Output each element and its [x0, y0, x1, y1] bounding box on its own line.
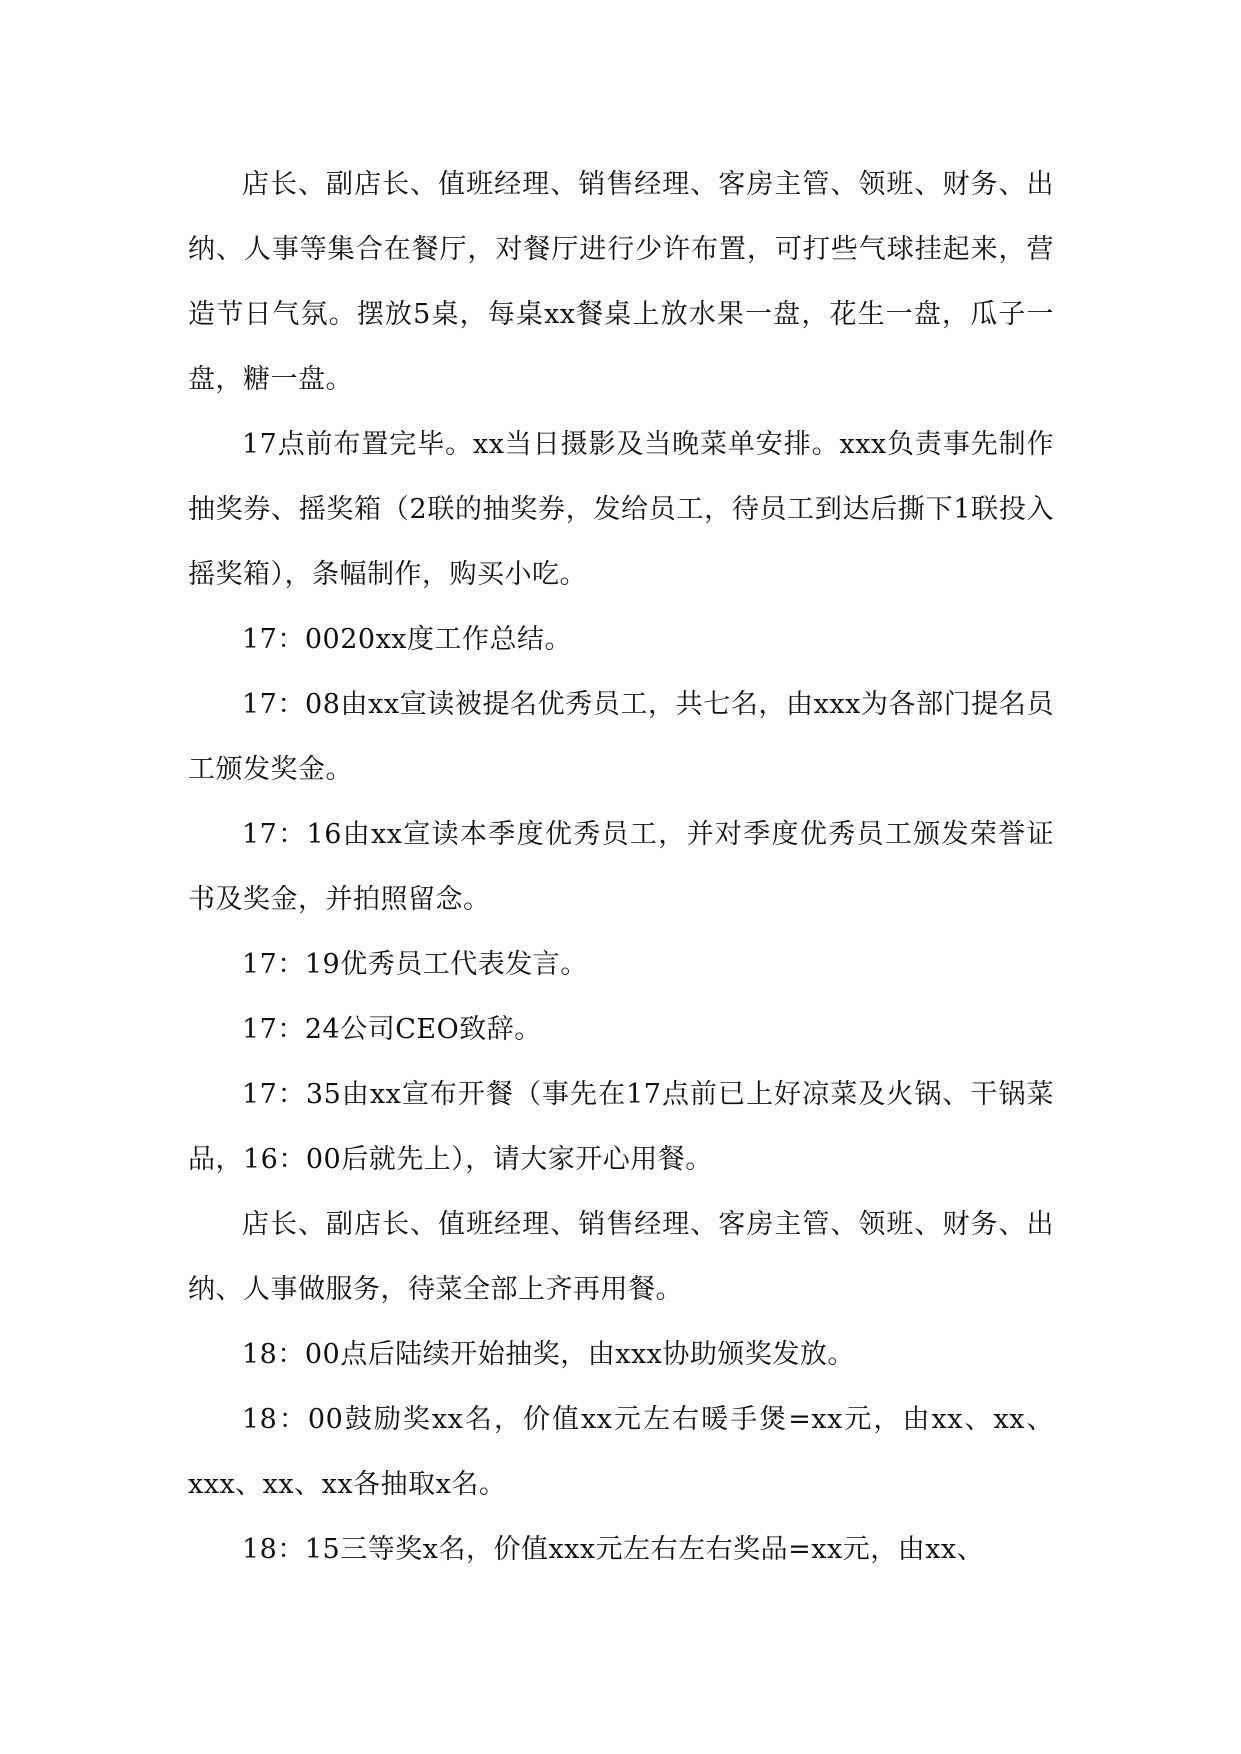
paragraph: 17点前布置完毕。xx当日摄影及当晚菜单安排。xxx负责事先制作抽奖券、摇奖箱（2联的抽奖券，发给员工，待员工到达后撕下1联投入摇奖箱），条幅制作，购买小吃。 — [188, 429, 1054, 590]
document-page — [188, 152, 1054, 1582]
paragraph: 18：15三等奖x名，价值xxx元左右左右奖品=xx元，由xx、 — [242, 1534, 985, 1565]
paragraph: 店长、副店长、值班经理、销售经理、客房主管、领班、财务、出纳、人事等集合在餐厅，对餐厅进行少许布置，可打些气球挂起来，营造节日气氛。摆放5桌，每桌xx餐桌上放水果一盘，花生一盘，瓜子一盘，糖一盘。 — [188, 169, 1054, 395]
paragraph: 17：35由xx宣布开餐（事先在17点前已上好凉菜及火锅、干锅菜品，16：00后就先上），请大家开心用餐。 — [188, 1079, 1054, 1175]
paragraph: 18：00鼓励奖xx名，价值xx元左右暖手煲=xx元，由xx、xx、xxx、xx、xx各抽取x名。 — [188, 1404, 1054, 1500]
paragraph: 店长、副店长、值班经理、销售经理、客房主管、领班、财务、出纳、人事做服务，待菜全部上齐再用餐。 — [188, 1209, 1054, 1305]
paragraph: 17：24公司CEO致辞。 — [242, 1014, 542, 1045]
paragraph: 17：0020xx度工作总结。 — [242, 624, 573, 655]
paragraph: 17：08由xx宣读被提名优秀员工，共七名，由xxx为各部门提名员工颁发奖金。 — [188, 689, 1054, 785]
paragraph: 18：00点后陆续开始抽奖，由xxx协助颁奖发放。 — [242, 1339, 855, 1370]
paragraph: 17：19优秀员工代表发言。 — [242, 949, 588, 980]
paragraph: 17：16由xx宣读本季度优秀员工，并对季度优秀员工颁发荣誉证书及奖金，并拍照留念。 — [188, 819, 1054, 915]
